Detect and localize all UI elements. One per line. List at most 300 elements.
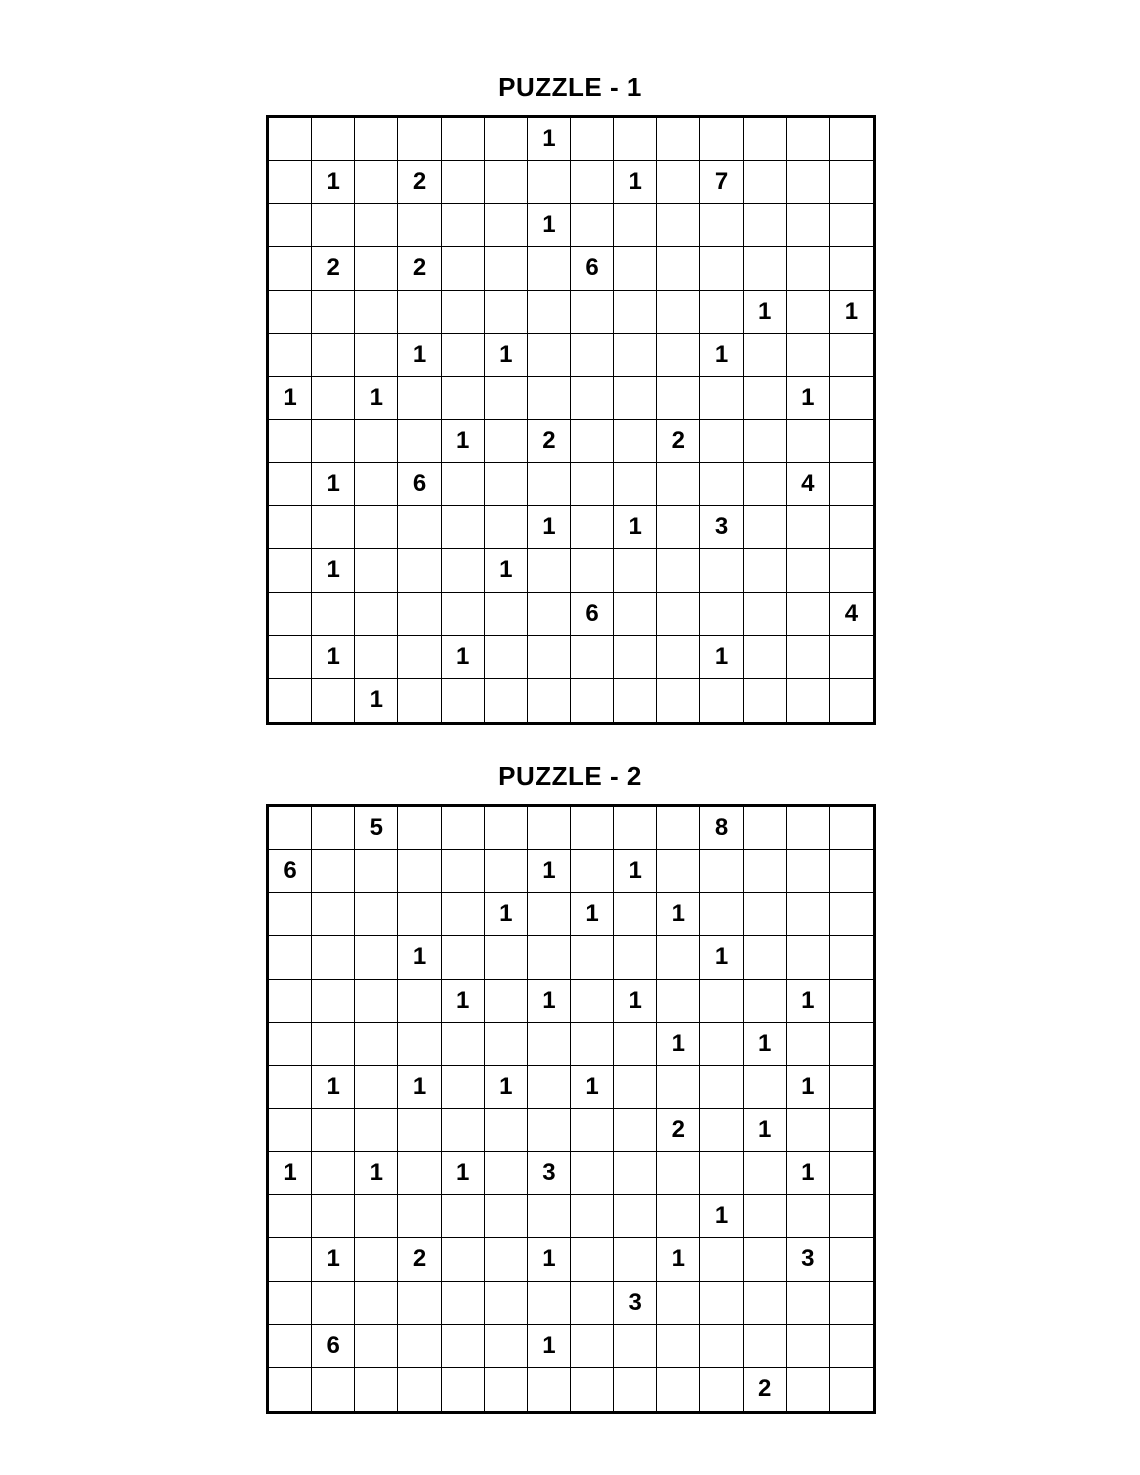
grid-cell[interactable]: 1	[571, 893, 614, 936]
grid-cell[interactable]: 1	[528, 980, 571, 1023]
grid-cell[interactable]	[485, 1282, 528, 1325]
grid-cell[interactable]	[700, 549, 743, 592]
grid-cell[interactable]	[614, 679, 657, 722]
grid-cell[interactable]	[744, 204, 787, 247]
grid-cell[interactable]	[744, 1238, 787, 1281]
grid-cell[interactable]	[571, 420, 614, 463]
grid-cell[interactable]	[312, 506, 355, 549]
grid-cell[interactable]	[485, 980, 528, 1023]
grid-cell[interactable]	[528, 291, 571, 334]
grid-cell[interactable]	[485, 161, 528, 204]
grid-cell[interactable]	[744, 247, 787, 290]
grid-cell[interactable]	[830, 1238, 873, 1281]
grid-cell[interactable]	[830, 377, 873, 420]
grid-cell[interactable]	[657, 636, 700, 679]
grid-cell[interactable]	[442, 204, 485, 247]
grid-cell[interactable]	[787, 1368, 830, 1411]
grid-cell[interactable]	[485, 1195, 528, 1238]
grid-cell[interactable]	[269, 334, 312, 377]
grid-cell[interactable]: 2	[398, 161, 441, 204]
grid-cell[interactable]: 2	[657, 420, 700, 463]
grid-cell[interactable]	[312, 893, 355, 936]
grid-cell[interactable]: 2	[744, 1368, 787, 1411]
grid-cell[interactable]	[571, 549, 614, 592]
grid-cell[interactable]	[571, 807, 614, 850]
grid-cell[interactable]	[787, 807, 830, 850]
grid-cell[interactable]	[269, 118, 312, 161]
grid-cell[interactable]	[312, 807, 355, 850]
grid-cell[interactable]	[312, 291, 355, 334]
grid-cell[interactable]	[442, 679, 485, 722]
grid-cell[interactable]	[830, 1325, 873, 1368]
grid-cell[interactable]: 4	[830, 593, 873, 636]
grid-cell[interactable]	[787, 850, 830, 893]
grid-cell[interactable]	[744, 980, 787, 1023]
grid-cell[interactable]	[442, 936, 485, 979]
grid-cell[interactable]	[657, 980, 700, 1023]
grid-cell[interactable]: 6	[312, 1325, 355, 1368]
grid-cell[interactable]	[398, 1109, 441, 1152]
grid-cell[interactable]: 1	[528, 118, 571, 161]
grid-cell[interactable]	[657, 850, 700, 893]
grid-cell[interactable]	[398, 980, 441, 1023]
grid-cell[interactable]	[744, 679, 787, 722]
grid-cell[interactable]	[269, 679, 312, 722]
grid-cell[interactable]	[657, 1368, 700, 1411]
grid-cell[interactable]: 1	[485, 549, 528, 592]
grid-cell[interactable]	[398, 636, 441, 679]
grid-cell[interactable]	[485, 850, 528, 893]
grid-cell[interactable]: 6	[398, 463, 441, 506]
grid-cell[interactable]	[787, 506, 830, 549]
grid-cell[interactable]	[614, 118, 657, 161]
grid-cell[interactable]	[744, 893, 787, 936]
grid-cell[interactable]	[744, 1195, 787, 1238]
grid-cell[interactable]	[830, 506, 873, 549]
grid-cell[interactable]	[355, 1282, 398, 1325]
grid-cell[interactable]	[830, 118, 873, 161]
grid-cell[interactable]	[485, 936, 528, 979]
grid-cell[interactable]	[528, 893, 571, 936]
grid-cell[interactable]	[355, 593, 398, 636]
grid-cell[interactable]: 1	[355, 377, 398, 420]
grid-cell[interactable]: 7	[700, 161, 743, 204]
grid-cell[interactable]	[830, 1152, 873, 1195]
grid-cell[interactable]: 1	[312, 1066, 355, 1109]
grid-cell[interactable]	[744, 936, 787, 979]
grid-cell[interactable]: 1	[787, 980, 830, 1023]
grid-cell[interactable]	[355, 1066, 398, 1109]
grid-cell[interactable]	[485, 1238, 528, 1281]
grid-cell[interactable]	[700, 1282, 743, 1325]
grid-cell[interactable]	[355, 463, 398, 506]
grid-cell[interactable]	[528, 1368, 571, 1411]
grid-cell[interactable]	[614, 1109, 657, 1152]
grid-cell[interactable]	[830, 1109, 873, 1152]
grid-cell[interactable]	[830, 1066, 873, 1109]
grid-cell[interactable]	[355, 850, 398, 893]
grid-cell[interactable]: 1	[657, 1238, 700, 1281]
grid-cell[interactable]	[528, 161, 571, 204]
grid-cell[interactable]	[269, 636, 312, 679]
grid-cell[interactable]: 3	[614, 1282, 657, 1325]
grid-cell[interactable]	[355, 420, 398, 463]
grid-cell[interactable]: 1	[442, 980, 485, 1023]
grid-cell[interactable]	[269, 807, 312, 850]
grid-cell[interactable]	[398, 377, 441, 420]
grid-cell[interactable]	[571, 980, 614, 1023]
grid-cell[interactable]	[485, 1368, 528, 1411]
grid-cell[interactable]	[442, 1109, 485, 1152]
grid-cell[interactable]	[614, 1152, 657, 1195]
grid-cell[interactable]: 3	[700, 506, 743, 549]
grid-cell[interactable]	[312, 1282, 355, 1325]
grid-cell[interactable]	[614, 377, 657, 420]
grid-cell[interactable]	[700, 1152, 743, 1195]
grid-cell[interactable]	[787, 420, 830, 463]
grid-cell[interactable]: 1	[744, 291, 787, 334]
grid-cell[interactable]	[614, 1023, 657, 1066]
grid-cell[interactable]	[398, 118, 441, 161]
grid-cell[interactable]	[571, 936, 614, 979]
grid-cell[interactable]	[442, 291, 485, 334]
grid-cell[interactable]	[700, 1238, 743, 1281]
grid-cell[interactable]	[355, 1325, 398, 1368]
grid-cell[interactable]: 1	[700, 636, 743, 679]
grid-cell[interactable]	[571, 1109, 614, 1152]
grid-cell[interactable]: 2	[398, 247, 441, 290]
grid-cell[interactable]	[269, 593, 312, 636]
grid-cell[interactable]	[485, 1325, 528, 1368]
grid-cell[interactable]: 1	[269, 1152, 312, 1195]
grid-cell[interactable]	[657, 506, 700, 549]
grid-cell[interactable]	[830, 420, 873, 463]
grid-cell[interactable]	[269, 893, 312, 936]
grid-cell[interactable]	[355, 893, 398, 936]
grid-cell[interactable]	[442, 1368, 485, 1411]
grid-cell[interactable]: 1	[312, 1238, 355, 1281]
grid-cell[interactable]	[744, 1282, 787, 1325]
grid-cell[interactable]	[830, 247, 873, 290]
grid-cell[interactable]	[787, 1282, 830, 1325]
grid-cell[interactable]	[355, 980, 398, 1023]
grid-cell[interactable]	[528, 636, 571, 679]
grid-cell[interactable]	[528, 1109, 571, 1152]
grid-cell[interactable]	[614, 636, 657, 679]
grid-cell[interactable]	[485, 291, 528, 334]
grid-cell[interactable]	[485, 247, 528, 290]
grid-cell[interactable]	[269, 1368, 312, 1411]
grid-cell[interactable]	[442, 463, 485, 506]
grid-cell[interactable]	[528, 463, 571, 506]
grid-cell[interactable]	[571, 291, 614, 334]
grid-cell[interactable]	[355, 1195, 398, 1238]
grid-cell[interactable]	[528, 1023, 571, 1066]
grid-cell[interactable]	[830, 463, 873, 506]
grid-cell[interactable]	[269, 506, 312, 549]
grid-cell[interactable]: 1	[442, 636, 485, 679]
grid-cell[interactable]: 1	[744, 1023, 787, 1066]
grid-cell[interactable]	[269, 1066, 312, 1109]
grid-cell[interactable]	[700, 463, 743, 506]
grid-cell[interactable]	[744, 334, 787, 377]
grid-cell[interactable]: 1	[398, 1066, 441, 1109]
grid-cell[interactable]: 1	[312, 636, 355, 679]
grid-cell[interactable]	[398, 420, 441, 463]
grid-cell[interactable]	[744, 549, 787, 592]
grid-cell[interactable]	[571, 204, 614, 247]
grid-cell[interactable]	[830, 936, 873, 979]
grid-cell[interactable]: 1	[355, 679, 398, 722]
grid-cell[interactable]: 1	[312, 161, 355, 204]
grid-cell[interactable]	[312, 377, 355, 420]
grid-cell[interactable]: 1	[528, 1325, 571, 1368]
grid-cell[interactable]	[442, 1238, 485, 1281]
grid-cell[interactable]	[830, 980, 873, 1023]
grid-cell[interactable]	[830, 334, 873, 377]
grid-cell[interactable]	[528, 377, 571, 420]
grid-cell[interactable]: 2	[398, 1238, 441, 1281]
grid-cell[interactable]: 1	[528, 850, 571, 893]
grid-cell[interactable]	[485, 463, 528, 506]
grid-cell[interactable]	[485, 118, 528, 161]
grid-cell[interactable]: 1	[312, 463, 355, 506]
grid-cell[interactable]	[442, 850, 485, 893]
grid-cell[interactable]: 1	[312, 549, 355, 592]
grid-cell[interactable]	[700, 1066, 743, 1109]
grid-cell[interactable]	[700, 1109, 743, 1152]
grid-cell[interactable]	[269, 247, 312, 290]
grid-cell[interactable]: 2	[657, 1109, 700, 1152]
grid-cell[interactable]	[485, 420, 528, 463]
grid-cell[interactable]	[700, 247, 743, 290]
grid-cell[interactable]	[614, 1066, 657, 1109]
grid-cell[interactable]: 1	[787, 377, 830, 420]
grid-cell[interactable]: 1	[442, 1152, 485, 1195]
grid-cell[interactable]: 1	[744, 1109, 787, 1152]
grid-cell[interactable]	[700, 593, 743, 636]
grid-cell[interactable]	[398, 549, 441, 592]
grid-cell[interactable]: 1	[398, 936, 441, 979]
grid-cell[interactable]	[614, 893, 657, 936]
grid-cell[interactable]	[269, 291, 312, 334]
grid-cell[interactable]	[269, 1195, 312, 1238]
grid-cell[interactable]: 2	[528, 420, 571, 463]
grid-cell[interactable]: 1	[614, 506, 657, 549]
grid-cell[interactable]	[830, 1282, 873, 1325]
grid-cell[interactable]	[571, 1325, 614, 1368]
grid-cell[interactable]	[312, 850, 355, 893]
grid-cell[interactable]: 1	[787, 1152, 830, 1195]
grid-cell[interactable]	[398, 893, 441, 936]
grid-cell[interactable]	[830, 1023, 873, 1066]
grid-cell[interactable]	[787, 1109, 830, 1152]
grid-cell[interactable]: 1	[830, 291, 873, 334]
grid-cell[interactable]	[442, 549, 485, 592]
grid-cell[interactable]	[312, 593, 355, 636]
grid-cell[interactable]	[355, 936, 398, 979]
grid-cell[interactable]	[700, 420, 743, 463]
grid-cell[interactable]	[614, 1368, 657, 1411]
grid-cell[interactable]: 1	[571, 1066, 614, 1109]
grid-cell[interactable]	[787, 1195, 830, 1238]
grid-cell[interactable]	[355, 506, 398, 549]
grid-cell[interactable]: 1	[787, 1066, 830, 1109]
grid-cell[interactable]	[657, 334, 700, 377]
grid-cell[interactable]	[355, 334, 398, 377]
grid-cell[interactable]	[744, 506, 787, 549]
grid-cell[interactable]	[614, 291, 657, 334]
grid-cell[interactable]	[269, 1238, 312, 1281]
grid-cell[interactable]	[744, 118, 787, 161]
grid-cell[interactable]	[657, 1325, 700, 1368]
grid-cell[interactable]	[700, 291, 743, 334]
grid-cell[interactable]	[744, 1152, 787, 1195]
grid-cell[interactable]: 1	[700, 334, 743, 377]
grid-cell[interactable]: 1	[528, 1238, 571, 1281]
grid-cell[interactable]	[571, 506, 614, 549]
grid-cell[interactable]	[269, 204, 312, 247]
grid-cell[interactable]: 3	[787, 1238, 830, 1281]
grid-cell[interactable]	[398, 807, 441, 850]
grid-cell[interactable]: 8	[700, 807, 743, 850]
grid-cell[interactable]	[830, 636, 873, 679]
grid-cell[interactable]	[657, 593, 700, 636]
grid-cell[interactable]	[571, 1152, 614, 1195]
grid-cell[interactable]	[614, 549, 657, 592]
grid-cell[interactable]	[657, 377, 700, 420]
grid-cell[interactable]	[571, 118, 614, 161]
grid-cell[interactable]	[398, 1023, 441, 1066]
grid-cell[interactable]	[528, 1195, 571, 1238]
grid-cell[interactable]	[398, 679, 441, 722]
grid-cell[interactable]	[269, 161, 312, 204]
grid-cell[interactable]	[571, 679, 614, 722]
grid-cell[interactable]	[442, 1195, 485, 1238]
grid-cell[interactable]	[700, 377, 743, 420]
grid-cell[interactable]	[830, 1368, 873, 1411]
grid-cell[interactable]: 1	[528, 506, 571, 549]
grid-cell[interactable]: 1	[485, 893, 528, 936]
grid-cell[interactable]	[312, 1368, 355, 1411]
grid-cell[interactable]	[269, 549, 312, 592]
grid-cell[interactable]	[700, 850, 743, 893]
grid-cell[interactable]	[528, 936, 571, 979]
grid-cell[interactable]	[787, 291, 830, 334]
grid-cell[interactable]	[700, 204, 743, 247]
grid-cell[interactable]	[398, 593, 441, 636]
grid-cell[interactable]	[744, 161, 787, 204]
grid-cell[interactable]	[442, 334, 485, 377]
grid-cell[interactable]	[657, 1195, 700, 1238]
grid-cell[interactable]	[614, 1325, 657, 1368]
grid-cell[interactable]	[485, 377, 528, 420]
grid-cell[interactable]	[830, 204, 873, 247]
grid-cell[interactable]	[787, 549, 830, 592]
grid-cell[interactable]	[312, 936, 355, 979]
grid-cell[interactable]	[657, 807, 700, 850]
grid-cell[interactable]	[442, 807, 485, 850]
grid-cell[interactable]	[787, 636, 830, 679]
grid-cell[interactable]	[787, 679, 830, 722]
grid-cell[interactable]	[269, 1325, 312, 1368]
grid-cell[interactable]	[528, 247, 571, 290]
grid-cell[interactable]	[744, 593, 787, 636]
grid-cell[interactable]	[657, 1152, 700, 1195]
grid-cell[interactable]	[571, 1023, 614, 1066]
grid-cell[interactable]	[398, 1152, 441, 1195]
grid-cell[interactable]	[744, 377, 787, 420]
grid-cell[interactable]	[744, 807, 787, 850]
grid-cell[interactable]	[398, 1325, 441, 1368]
grid-cell[interactable]	[657, 204, 700, 247]
grid-cell[interactable]	[485, 1023, 528, 1066]
grid-cell[interactable]	[787, 204, 830, 247]
grid-cell[interactable]: 4	[787, 463, 830, 506]
grid-cell[interactable]	[442, 1023, 485, 1066]
grid-cell[interactable]	[528, 593, 571, 636]
grid-cell[interactable]	[744, 463, 787, 506]
grid-cell[interactable]: 1	[355, 1152, 398, 1195]
grid-cell[interactable]	[614, 247, 657, 290]
grid-cell[interactable]	[398, 1195, 441, 1238]
grid-cell[interactable]: 1	[442, 420, 485, 463]
grid-cell[interactable]	[312, 980, 355, 1023]
grid-cell[interactable]	[700, 679, 743, 722]
grid-cell[interactable]	[398, 1282, 441, 1325]
grid-cell[interactable]: 3	[528, 1152, 571, 1195]
grid-cell[interactable]	[571, 636, 614, 679]
grid-cell[interactable]: 1	[528, 204, 571, 247]
grid-cell[interactable]	[614, 204, 657, 247]
grid-cell[interactable]	[787, 247, 830, 290]
grid-cell[interactable]	[657, 679, 700, 722]
grid-cell[interactable]	[657, 118, 700, 161]
grid-cell[interactable]: 1	[485, 334, 528, 377]
grid-cell[interactable]	[355, 118, 398, 161]
grid-cell[interactable]	[355, 1238, 398, 1281]
grid-cell[interactable]	[787, 936, 830, 979]
grid-cell[interactable]	[442, 377, 485, 420]
grid-cell[interactable]	[442, 1066, 485, 1109]
grid-cell[interactable]	[269, 463, 312, 506]
grid-cell[interactable]	[744, 636, 787, 679]
grid-cell[interactable]	[269, 980, 312, 1023]
grid-cell[interactable]	[485, 506, 528, 549]
grid-cell[interactable]: 1	[485, 1066, 528, 1109]
grid-cell[interactable]	[355, 636, 398, 679]
grid-cell[interactable]	[787, 1023, 830, 1066]
grid-cell[interactable]	[614, 420, 657, 463]
grid-cell[interactable]	[355, 549, 398, 592]
grid-cell[interactable]	[657, 936, 700, 979]
grid-cell[interactable]	[830, 679, 873, 722]
grid-cell[interactable]	[485, 1152, 528, 1195]
grid-cell[interactable]	[571, 463, 614, 506]
grid-cell[interactable]	[442, 506, 485, 549]
grid-cell[interactable]	[787, 1325, 830, 1368]
grid-cell[interactable]	[528, 1282, 571, 1325]
grid-cell[interactable]	[744, 1325, 787, 1368]
grid-cell[interactable]	[657, 549, 700, 592]
grid-cell[interactable]	[485, 636, 528, 679]
grid-cell[interactable]	[787, 593, 830, 636]
grid-cell[interactable]	[355, 1109, 398, 1152]
grid-cell[interactable]	[269, 936, 312, 979]
grid-cell[interactable]	[485, 593, 528, 636]
grid-cell[interactable]: 6	[571, 593, 614, 636]
grid-cell[interactable]	[657, 1282, 700, 1325]
